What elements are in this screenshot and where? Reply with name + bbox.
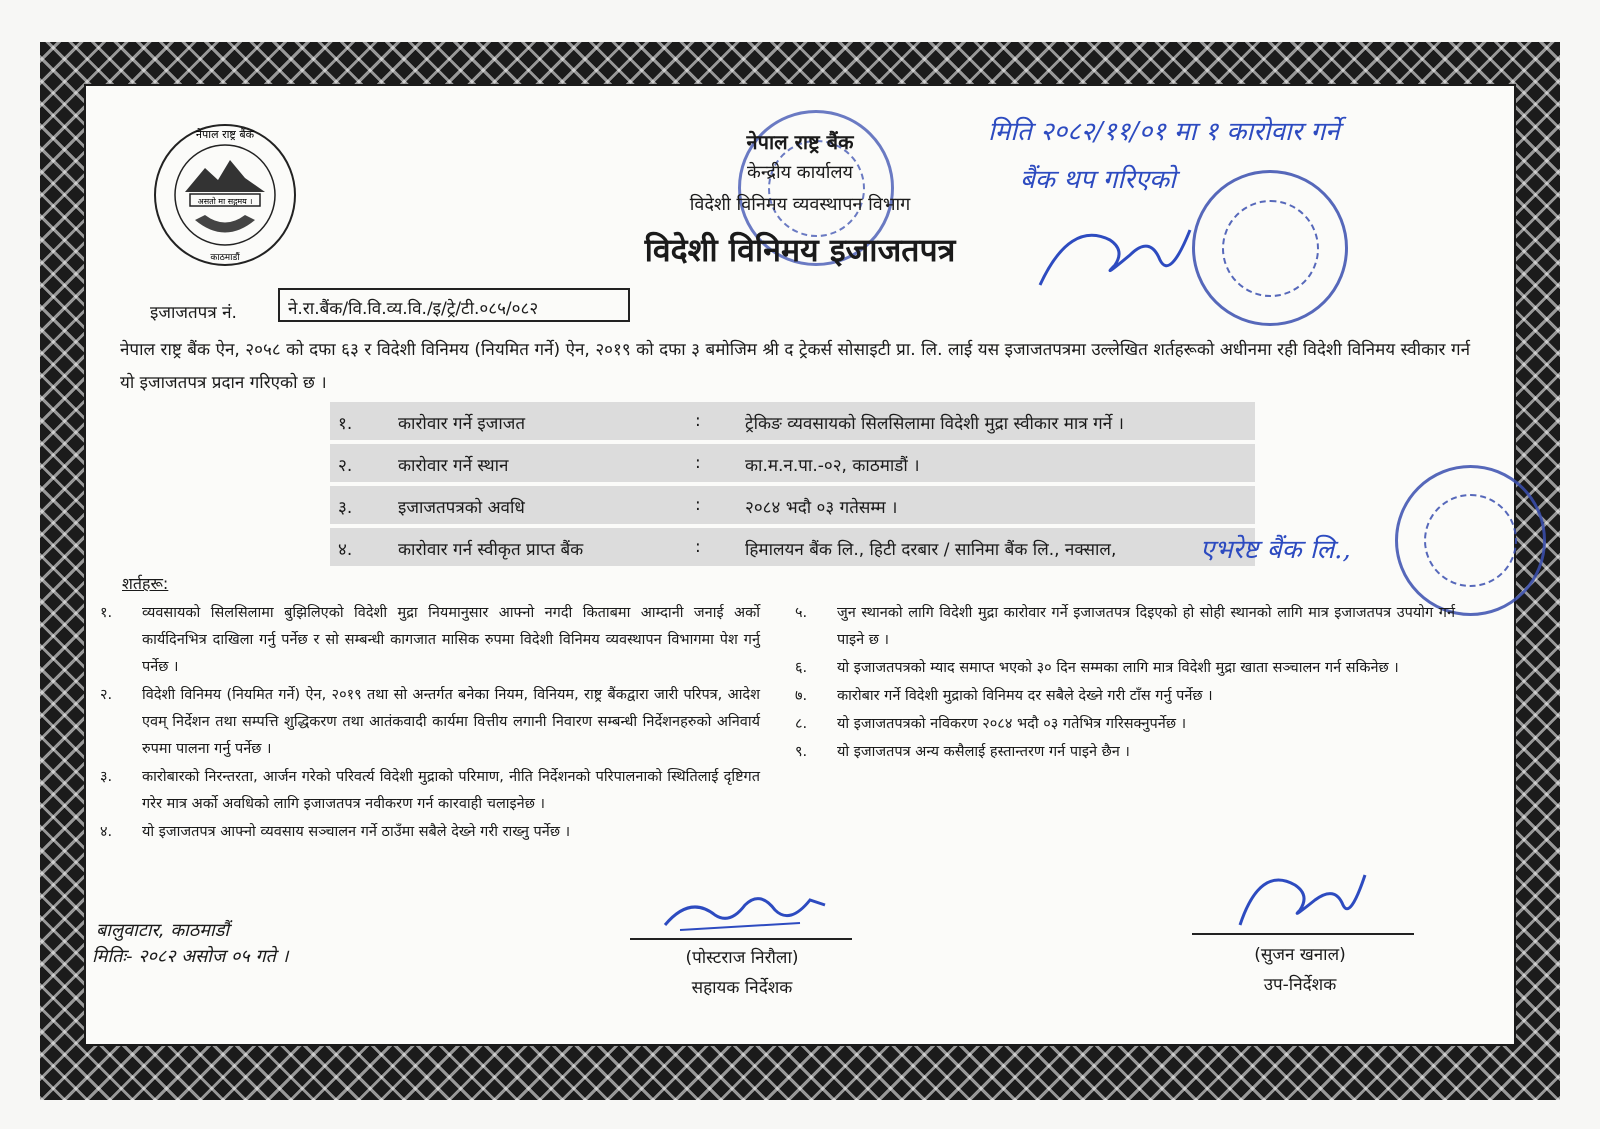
row-value: हिमालयन बैंक लि., हिटी दरबार / सानिमा बैंक लि., नक्साल, [745, 540, 1117, 560]
term-number: ९. [795, 744, 808, 760]
term-text: यो इजाजतपत्र अन्य कसैलाई हस्तान्तरण गर्न पाइने छैन । [837, 744, 1130, 760]
row-label: कारोवार गर्ने इजाजत [398, 414, 526, 434]
row-colon: : [695, 453, 701, 473]
list-item [100, 682, 760, 763]
nrb-emblem-logo [150, 120, 300, 270]
table-row [330, 444, 1255, 482]
term-text: विदेशी विनिमय (नियमित गर्ने) ऐन, २०१९ तथा सो अन्तर्गत बनेका नियम, विनियम, राष्ट्र बैंकद्वारा जारी परिपत्र, आदेश एवम् निर्देशन तथा सम्पत्ति शुद्धिकरण तथा आतंकवादी कार्यमा वित्तीय लगानी निवारण सम्बन्धी निर्देशनहरुको अनिवार्य रुपमा पालना गर्नु पर्नेछ । [142, 687, 760, 757]
table-row [330, 486, 1255, 524]
signatory-1-title: सहायक निर्देशक [691, 978, 793, 998]
row-value: का.म.न.पा.-०२, काठमाडौं । [745, 456, 920, 476]
table-row [330, 528, 1351, 566]
list-item [795, 683, 1455, 710]
term-text: यो इजाजतपत्रको नविकरण २०८४ भदौ ०३ गतेभित्र गरिसक्नुपर्नेछ । [837, 716, 1187, 732]
list-item [795, 739, 1455, 766]
handwritten-note-line1: मिति २०८२/११/०१ मा १ कारोवार गर्ने [988, 117, 1340, 147]
list-item [795, 655, 1455, 682]
term-text: व्यवसायको सिलसिलामा बुझिलिएको विदेशी मुद्रा नियमानुसार आफ्नो नगदी किताबमा आम्दानी जनाई अर्को कार्यदिनभित्र दाखिला गर्नु पर्नेछ र सो सम्बन्धी कागजात मासिक रुपमा विदेशी विनिमय व्यवस्थापन विभागमा पेश गर्नु पर्नेछ । [142, 605, 760, 675]
term-number: ६. [795, 660, 808, 676]
row-number: ३. [338, 498, 353, 518]
signatory-2-name: (सुजन खनाल) [1254, 945, 1346, 965]
license-number-label: इजाजतपत्र नं. [150, 303, 237, 323]
term-number: २. [100, 687, 113, 703]
terms-left-column [100, 600, 760, 846]
row-value: ट्रेकिङ व्यवसायको सिलसिलामा विदेशी मुद्रा स्वीकार मात्र गर्ने । [745, 414, 1124, 434]
list-item [100, 600, 760, 681]
term-number: ४. [100, 824, 113, 840]
list-item [100, 764, 760, 818]
signatory-1-name: (पोस्टराज निरौला) [685, 948, 799, 968]
row-handwritten-addition: एभरेष्ट बैंक लि., [1200, 535, 1351, 565]
emblem-ring-text: नेपाल राष्ट्र बैंक [195, 128, 255, 141]
signature-deputy-director [1225, 855, 1375, 935]
handwritten-note-line2: बैंक थप गरिएको [1020, 165, 1176, 195]
bank-seal-stamp-right-lower [1395, 465, 1546, 616]
issuer-name: नेपाल राष्ट्र बैंक [746, 130, 854, 154]
term-number: ३. [100, 769, 113, 785]
row-label: इजाजतपत्रको अवधि [398, 498, 525, 518]
term-text: कारोबारको निरन्तरता, आर्जन गरेको परिवर्त्य विदेशी मुद्राको परिमाण, नीति निर्देशनको परिपालनाको स्थितिलाई दृष्टिगत गरेर मात्र अर्को अवधिको लागि इजाजतपत्र नवीकरण गर्न कारवाही चलाइनेछ । [142, 769, 760, 812]
row-colon: : [695, 495, 701, 515]
term-number: ५. [795, 605, 808, 621]
bank-seal-stamp-right [1192, 170, 1348, 326]
row-colon: : [695, 411, 701, 431]
license-details-table [330, 402, 1351, 570]
terms-heading: शर्तहरू: [122, 574, 169, 593]
signatory-2-title: उप-निर्देशक [1263, 975, 1337, 995]
row-number: २. [338, 456, 353, 476]
issue-place: बालुवाटार, काठमाडौं [96, 920, 230, 941]
signature-line-1 [630, 938, 852, 940]
row-value: २०८४ भदौ ०३ गतेसम्म । [745, 498, 898, 518]
list-item [795, 600, 1455, 654]
row-colon: : [695, 537, 701, 557]
list-item [100, 819, 760, 846]
emblem-motto: असतो मा सद्गमय । [197, 197, 253, 206]
term-text: जुन स्थानको लागि विदेशी मुद्रा कारोवार गर्ने इजाजतपत्र दिइएको हो सोही स्थानको लागि मात्र इजाजतपत्र उपयोग गर्न पाइने छ । [837, 605, 1455, 648]
handwritten-signature-top [1030, 200, 1200, 300]
term-number: ८. [795, 716, 808, 732]
license-number-box: ने.रा.बैंक/वि.वि.व्य.वि./इ/ट्रे/टी.०८५/०८२ [278, 288, 630, 322]
issuer-office: केन्द्रीय कार्यालय [747, 162, 853, 183]
term-text: कारोबार गर्ने विदेशी मुद्राको विनिमय दर सबैले देख्ने गरी टाँस गर्नु पर्नेछ । [837, 688, 1213, 704]
signature-assistant-director [660, 885, 830, 940]
row-number: ४. [338, 540, 353, 560]
emblem-bottom-text: काठमाडौं [210, 253, 240, 263]
table-row [330, 402, 1255, 440]
list-item [795, 711, 1455, 738]
intro-paragraph: नेपाल राष्ट्र बैंक ऐन, २०५८ को दफा ६३ र विदेशी विनिमय (नियमित गर्ने) ऐन, २०१९ को दफा ३ बमोजिम श्री द ट्रेकर्स सोसाइटी प्रा. लि. लाई यस इजाजतपत्रमा उल्लेखित शर्तहरूको अधीनमा रही विदेशी विनिमय स्वीकार गर्न यो इजाजतपत्र प्रदान गरिएको छ । [120, 340, 1470, 393]
term-text: यो इजाजतपत्रको म्याद समाप्त भएको ३० दिन सम्मका लागि मात्र विदेशी मुद्रा खाता सञ्चालन गर्न सकिनेछ । [837, 660, 1399, 676]
issuer-department: विदेशी विनिमय व्यवस्थापन विभाग [689, 194, 911, 215]
row-label: कारोवार गर्ने स्थान [398, 456, 509, 476]
issue-date: मितिः- २०८२ असोज ०५ गते । [92, 946, 289, 967]
term-text: यो इजाजतपत्र आफ्नो व्यवसाय सञ्चालन गर्ने ठाउँमा सबैले देख्ने गरी राख्नु पर्नेछ । [142, 824, 571, 840]
row-label: कारोवार गर्न स्वीकृत प्राप्त बैंक [398, 540, 584, 560]
row-number: १. [338, 414, 353, 434]
terms-right-column [795, 600, 1455, 766]
document-title: विदेशी विनिमय इजाजतपत्र [644, 231, 956, 269]
term-number: १. [100, 605, 113, 621]
term-number: ७. [795, 688, 808, 704]
signature-line-2 [1192, 933, 1414, 935]
